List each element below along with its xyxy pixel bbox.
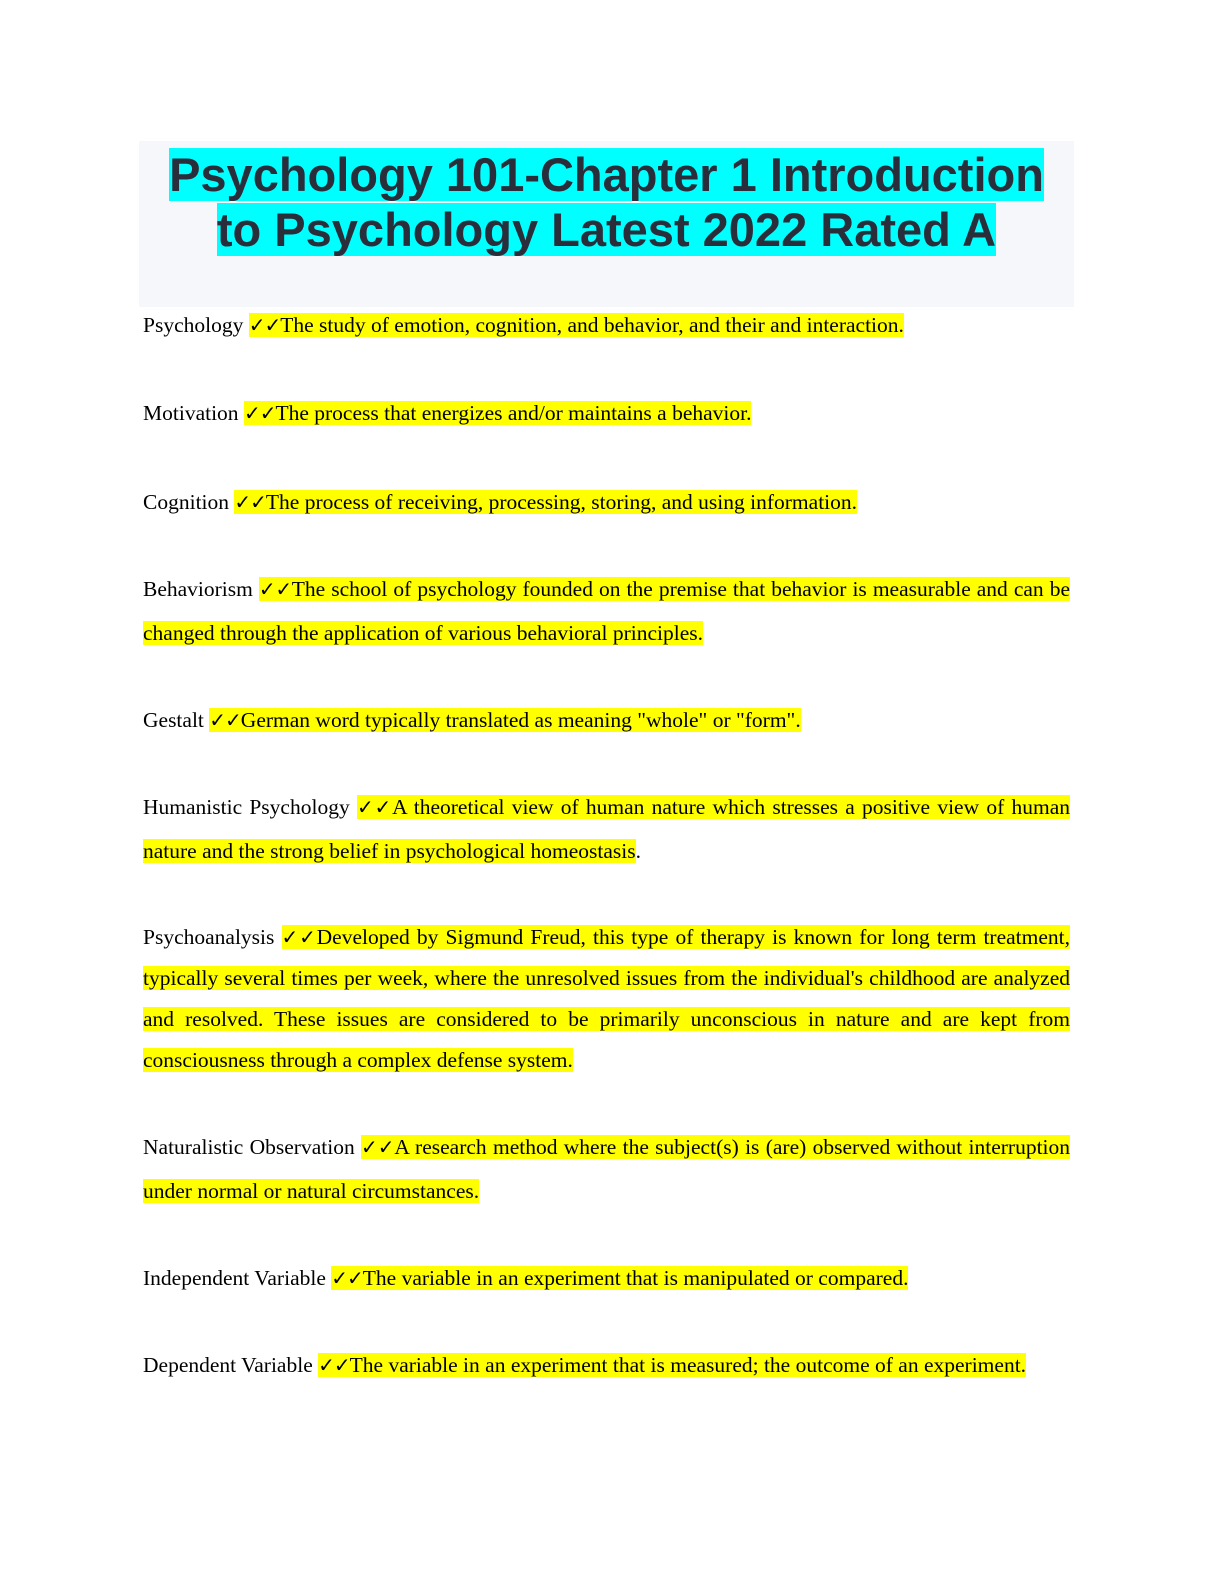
term: Independent Variable	[143, 1266, 326, 1290]
definition	[249, 313, 904, 337]
title-block	[139, 141, 1074, 307]
page-title	[139, 141, 1074, 257]
double-check-icon: ✓✓	[248, 313, 281, 337]
entry-humanistic-psychology	[143, 785, 1070, 873]
double-check-icon: ✓✓	[281, 925, 317, 949]
trailing-period: .	[635, 839, 641, 863]
definition-text: The variable in an experiment that is measured; the outcome of an experiment.	[349, 1353, 1027, 1377]
definition	[143, 577, 1070, 645]
definition-text: The study of emotion, cognition, and behavior, and their and interaction.	[280, 313, 904, 337]
entry-independent-variable	[143, 1265, 1070, 1291]
definition	[234, 490, 857, 514]
entry-motivation	[143, 400, 1070, 426]
term: Psychoanalysis	[143, 925, 275, 949]
double-check-icon: ✓✓	[318, 1353, 350, 1377]
term: Humanistic Psychology	[143, 795, 350, 819]
entry-gestalt	[143, 707, 1070, 733]
term: Motivation	[143, 401, 239, 425]
definition-text: The variable in an experiment that is manipulated or compared.	[362, 1266, 909, 1290]
entry-behaviorism	[143, 567, 1070, 655]
entry-psychoanalysis	[143, 917, 1070, 1081]
entry-psychology	[143, 312, 1070, 338]
definition-text: A theoretical view of human nature which stresses a positive view of human nature and the strong belief in psychological homeostasis	[143, 795, 1071, 863]
double-check-icon: ✓✓	[258, 577, 292, 601]
definition	[143, 925, 1070, 1072]
entry-naturalistic-observation	[143, 1125, 1070, 1213]
definition-text: Developed by Sigmund Freud, this type of therapy is known for long term treatment, typically several times per week, where the unresolved issues from the individual's childhood are analyzed and resolved. These issues are considered to be primarily unconscious in nature and are kept from consciousness through a complex defense system.	[143, 925, 1071, 1072]
definition-text: The process that energizes and/or maintains a behavior.	[275, 401, 752, 425]
term: Psychology	[143, 313, 244, 337]
term: Naturalistic Observation	[143, 1135, 355, 1159]
definition	[331, 1266, 908, 1290]
title-line-1: Psychology 101-Chapter 1 Introduction	[169, 148, 1044, 201]
double-check-icon: ✓✓	[331, 1266, 363, 1290]
definition	[209, 708, 800, 732]
definition-text: The process of receiving, processing, storing, and using information.	[265, 490, 858, 514]
term: Cognition	[143, 490, 230, 514]
double-check-icon: ✓✓	[209, 708, 241, 732]
title-line-2: to Psychology Latest 2022 Rated A	[216, 203, 997, 256]
definition	[244, 401, 752, 425]
definition	[318, 1353, 1026, 1377]
double-check-icon: ✓✓	[234, 490, 266, 514]
double-check-icon: ✓✓	[243, 401, 276, 425]
double-check-icon: ✓✓	[361, 1135, 395, 1159]
entry-dependent-variable	[143, 1343, 1070, 1387]
term: Dependent Variable	[143, 1353, 313, 1377]
definition-text: German word typically translated as meaning "whole" or "form".	[240, 708, 801, 732]
term: Behaviorism	[143, 577, 253, 601]
term: Gestalt	[143, 708, 204, 732]
definition-text: A research method where the subject(s) is (are) observed without interruption under normal or natural circumstances.	[143, 1135, 1071, 1203]
definition-text: The school of psychology founded on the premise that behavior is measurable and can be changed through the application of various behavioral principles.	[143, 577, 1071, 645]
entry-cognition	[143, 489, 1070, 515]
double-check-icon: ✓✓	[356, 795, 393, 819]
